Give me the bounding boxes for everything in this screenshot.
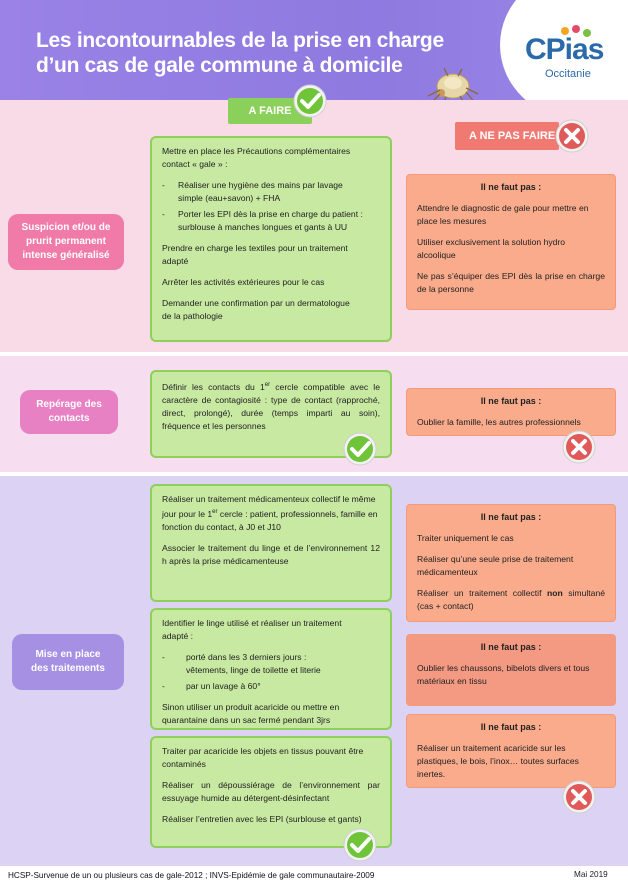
dont-item: Attendre le diagnostic de gale pour mettre en place les mesures — [417, 203, 589, 226]
text-line: Réaliser une hygiène des mains par lavage — [178, 180, 343, 190]
dont-heading: Il ne faut pas : — [480, 182, 542, 192]
text-run: Réaliser un traitement médicamenteux collectif le même jour pour le 1 — [162, 494, 376, 519]
side-label-line: Mise en place — [35, 649, 101, 660]
do-box-traitement-medicamenteux — [150, 484, 392, 602]
text-line: contact « gale » : — [162, 159, 228, 169]
dont-heading: Il ne faut pas : — [480, 642, 542, 652]
side-label-line: Suspicion et/ou de — [21, 222, 111, 233]
dont-box-suspicion — [406, 174, 616, 310]
side-label-line: prurit permanent — [25, 236, 106, 247]
list-item: - par un lavage à 60° — [162, 680, 380, 693]
do-bullet-list — [162, 179, 380, 234]
do-item: Réaliser l’entretien avec les EPI (surblouse et gants) — [162, 814, 362, 824]
cpias-logo — [525, 33, 615, 83]
text-run-bold: non — [546, 588, 563, 598]
a-ne-pas-faire-label: A NE PAS FAIRE — [455, 122, 559, 150]
dont-item — [417, 587, 605, 613]
dont-heading: Il ne faut pas : — [480, 512, 542, 522]
text-line: vêtements, linge de toilette et literie — [186, 665, 321, 675]
do-intro — [162, 145, 380, 171]
superscript: er — [264, 382, 271, 388]
dont-box-traitement-1 — [406, 504, 616, 622]
text-line: Identifier le linge utilisé et réaliser un traitement — [162, 618, 342, 628]
side-label-line: des traitements — [31, 663, 105, 674]
dont-item: Traiter uniquement le cas — [417, 533, 514, 543]
do-box-traitement-linge — [150, 608, 392, 730]
do-item: Traiter par acaricide les objets en tissus pouvant être contaminés — [162, 746, 364, 769]
text-line: simple (eau+savon) + FHA — [178, 193, 281, 203]
page-title — [36, 28, 456, 78]
check-icon — [343, 432, 377, 466]
dont-box-reperage — [406, 388, 616, 436]
text-line: porté dans les 3 derniers jours : — [186, 652, 307, 662]
footer-date: Mai 2019 — [574, 870, 608, 879]
logo-dot-red — [572, 25, 580, 33]
dont-box-traitement-3 — [406, 714, 616, 788]
superscript: er — [212, 509, 218, 515]
text-run: Définir les contacts du 1 — [162, 381, 265, 392]
list-item — [162, 208, 380, 234]
text-line: adapté — [162, 256, 189, 266]
do-item — [162, 379, 380, 433]
footer-source: HCSP-Survenue de un ou plusieurs cas de gale-2012 ; INVS-Epidémie de gale communautaire-2009 — [8, 871, 375, 880]
do-item — [162, 493, 380, 534]
do-bullet-list — [162, 651, 380, 693]
dont-heading: Il ne faut pas : — [480, 722, 542, 732]
dont-item: Réaliser qu’une seule prise de traitement médicamenteux — [417, 554, 574, 577]
text-line: Porter les EPI dès la prise en charge du patient : — [178, 209, 363, 219]
do-item — [162, 617, 380, 643]
side-label-suspicion — [8, 214, 124, 270]
side-label-traitements — [12, 634, 124, 690]
a-faire-label: A FAIRE — [228, 98, 312, 124]
cross-icon — [555, 119, 589, 153]
text-line: Prendre en charge les textiles pour un traitement — [162, 243, 348, 253]
logo-subtitle: Occitanie — [545, 68, 591, 80]
do-item — [162, 297, 380, 323]
cross-icon — [562, 780, 596, 814]
do-item: Arrêter les activités extérieures pour le cas — [162, 277, 325, 287]
list-item — [162, 651, 380, 677]
text-run: cercle : patient, professionnels, famille en fonction du contact, à J0 et J10 — [162, 508, 378, 532]
side-label-line: Repérage des — [36, 399, 102, 410]
text-line: adapté : — [162, 631, 194, 641]
dont-item: Utiliser exclusivement la solution hydro alcoolique — [417, 237, 566, 260]
dont-item: Réaliser un traitement acaricide sur les plastiques, le bois, l’inox… toutes surfaces inertes. — [417, 743, 579, 779]
do-item: Réaliser un dépoussiérage de l’environnement par essuyage humide au détergent-désinfectant — [162, 780, 380, 803]
do-box-suspicion — [150, 136, 392, 342]
dont-heading: Il ne faut pas : — [480, 396, 542, 406]
text-run: cercle compatible avec le caractère de contagiosité : type de contact (rapproché, direct, prolongé), durée (temps imparti au soin), fréquence et les personnes — [162, 381, 380, 431]
do-item: Associer le traitement du linge et de l’environnement 12 h après la prise médicamenteuse — [162, 542, 380, 566]
text-line: Demander une confirmation par un dermatologue — [162, 298, 350, 308]
dont-box-traitement-2 — [406, 634, 616, 706]
dont-item: Oublier la famille, les autres professionnels — [417, 417, 581, 427]
title-line-1: Les incontournables de la prise en charge — [36, 29, 444, 52]
title-line-2: d’un cas de gale commune à domicile — [36, 54, 403, 77]
text-line: surblouse à manches longues et gants à UU — [178, 222, 348, 232]
check-icon — [343, 828, 377, 862]
do-item: Sinon utiliser un produit acaricide ou mettre en quarantaine dans un sac fermé pendant 3jrs — [162, 702, 340, 725]
dont-item: Ne pas s’équiper des EPI dès la prise en charge de la personne — [417, 271, 605, 294]
do-item — [162, 242, 380, 268]
side-label-line: intense généralisé — [22, 250, 110, 261]
check-icon — [293, 84, 327, 118]
side-label-reperage — [20, 390, 118, 434]
text-line: Mettre en place les Précautions complémentaires — [162, 146, 351, 156]
text-line: de la pathologie — [162, 311, 223, 321]
dont-item: Oublier les chaussons, bibelots divers et tous matériaux en tissu — [417, 663, 590, 686]
cross-icon — [562, 430, 596, 464]
text-run: simultané (cas + contact) — [417, 588, 606, 611]
logo-text: CPias — [525, 33, 604, 66]
text-run: Réaliser un traitement collectif — [417, 588, 547, 598]
list-item — [162, 179, 380, 205]
side-label-line: contacts — [48, 413, 90, 424]
